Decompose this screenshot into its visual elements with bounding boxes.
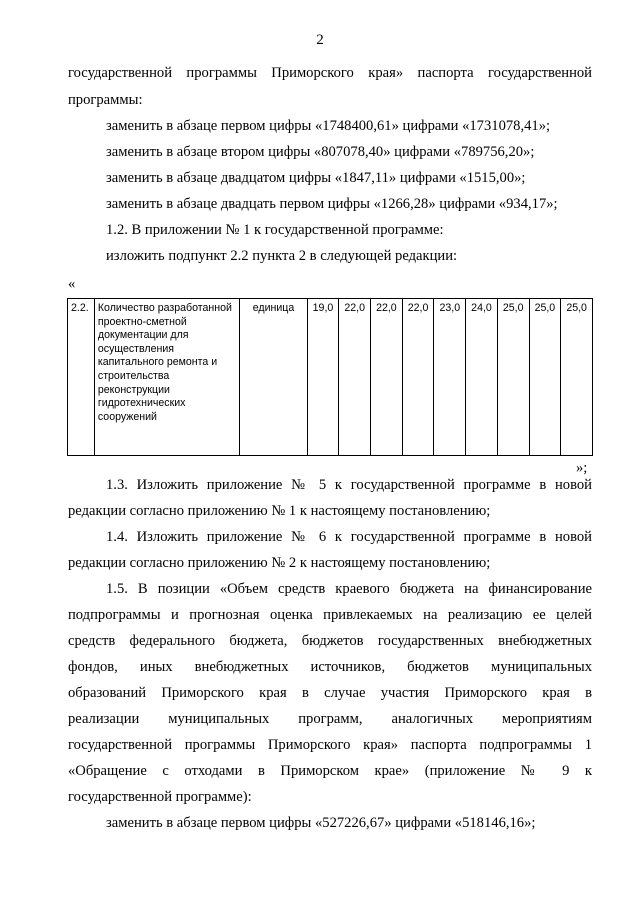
replace-item: заменить в абзаце двадцатом цифры «1847,11» цифрами «1515,00»;	[106, 170, 526, 186]
paragraph-line: государственной программы Приморского края» паспорта государственной	[68, 65, 592, 81]
paragraph-line: редакции согласно приложению № 2 к настоящему постановлению;	[68, 555, 491, 571]
replace-item: заменить в абзаце двадцать первом цифры «1266,28» цифрами «934,17»;	[106, 196, 558, 212]
paragraph-line: редакции согласно приложению № 1 к настоящему постановлению;	[68, 503, 491, 519]
replace-item: заменить в абзаце первом цифры «1748400,61» цифрами «1731078,41»;	[106, 118, 551, 134]
replace-item: заменить в абзаце втором цифры «807078,40» цифрами «789756,20»;	[106, 144, 535, 160]
paragraph-line: подпрограммы и прогнозная оценка привлекаемых на реализацию ее целей	[68, 607, 592, 623]
value-cell: 22,0	[402, 299, 434, 456]
value-cell: 24,0	[466, 299, 498, 456]
section-line: 1.3. Изложить приложение № 5 к государственной программе в новой	[106, 477, 592, 493]
value-cell: 22,0	[339, 299, 371, 456]
page-number: 2	[316, 32, 324, 48]
closing-quote: »;	[576, 460, 588, 476]
paragraph-line: государственной программы Приморского края» паспорта подпрограммы 1	[68, 737, 592, 753]
paragraph-line: государственной программе):	[68, 789, 252, 805]
paragraph-line: средств федерального бюджета, бюджетов государственных внебюджетных	[68, 633, 592, 649]
table-row	[68, 299, 593, 456]
paragraph-line: реализации муниципальных программ, аналогичных мероприятиям	[68, 711, 592, 727]
value-cell: 22,0	[371, 299, 403, 456]
unit-cell: единица	[240, 299, 307, 456]
section-heading: 1.2. В приложении № 1 к государственной программе:	[106, 222, 444, 238]
paragraph-line: программы:	[68, 92, 143, 108]
value-cell: 23,0	[434, 299, 466, 456]
value-cell: 19,0	[307, 299, 339, 456]
section-line: 1.4. Изложить приложение № 6 к государственной программе в новой	[106, 529, 592, 545]
indicator-table	[67, 298, 593, 456]
replace-item: заменить в абзаце первом цифры «527226,67» цифрами «518146,16»;	[106, 815, 536, 831]
paragraph-line: «Обращение с отходами в Приморском крае» (приложение № 9 к	[68, 763, 592, 779]
value-cell: 25,0	[561, 299, 593, 456]
indicator-description: Количество разработанной проектно-сметной документации для осуществления капитального ремонта и строительства реконструкции гидротехнических сооружений	[94, 299, 239, 456]
opening-quote: «	[68, 276, 76, 292]
paragraph-line: изложить подпункт 2.2 пункта 2 в следующей редакции:	[106, 248, 458, 264]
section-line: 1.5. В позиции «Объем средств краевого бюджета на финансирование	[106, 581, 592, 597]
row-number: 2.2.	[68, 299, 95, 456]
value-cell: 25,0	[497, 299, 529, 456]
paragraph-line: фондов, иных внебюджетных источников, бюджетов муниципальных	[68, 659, 592, 675]
value-cell: 25,0	[529, 299, 561, 456]
paragraph-line: образований Приморского края в случае участия Приморского края в	[68, 685, 592, 701]
